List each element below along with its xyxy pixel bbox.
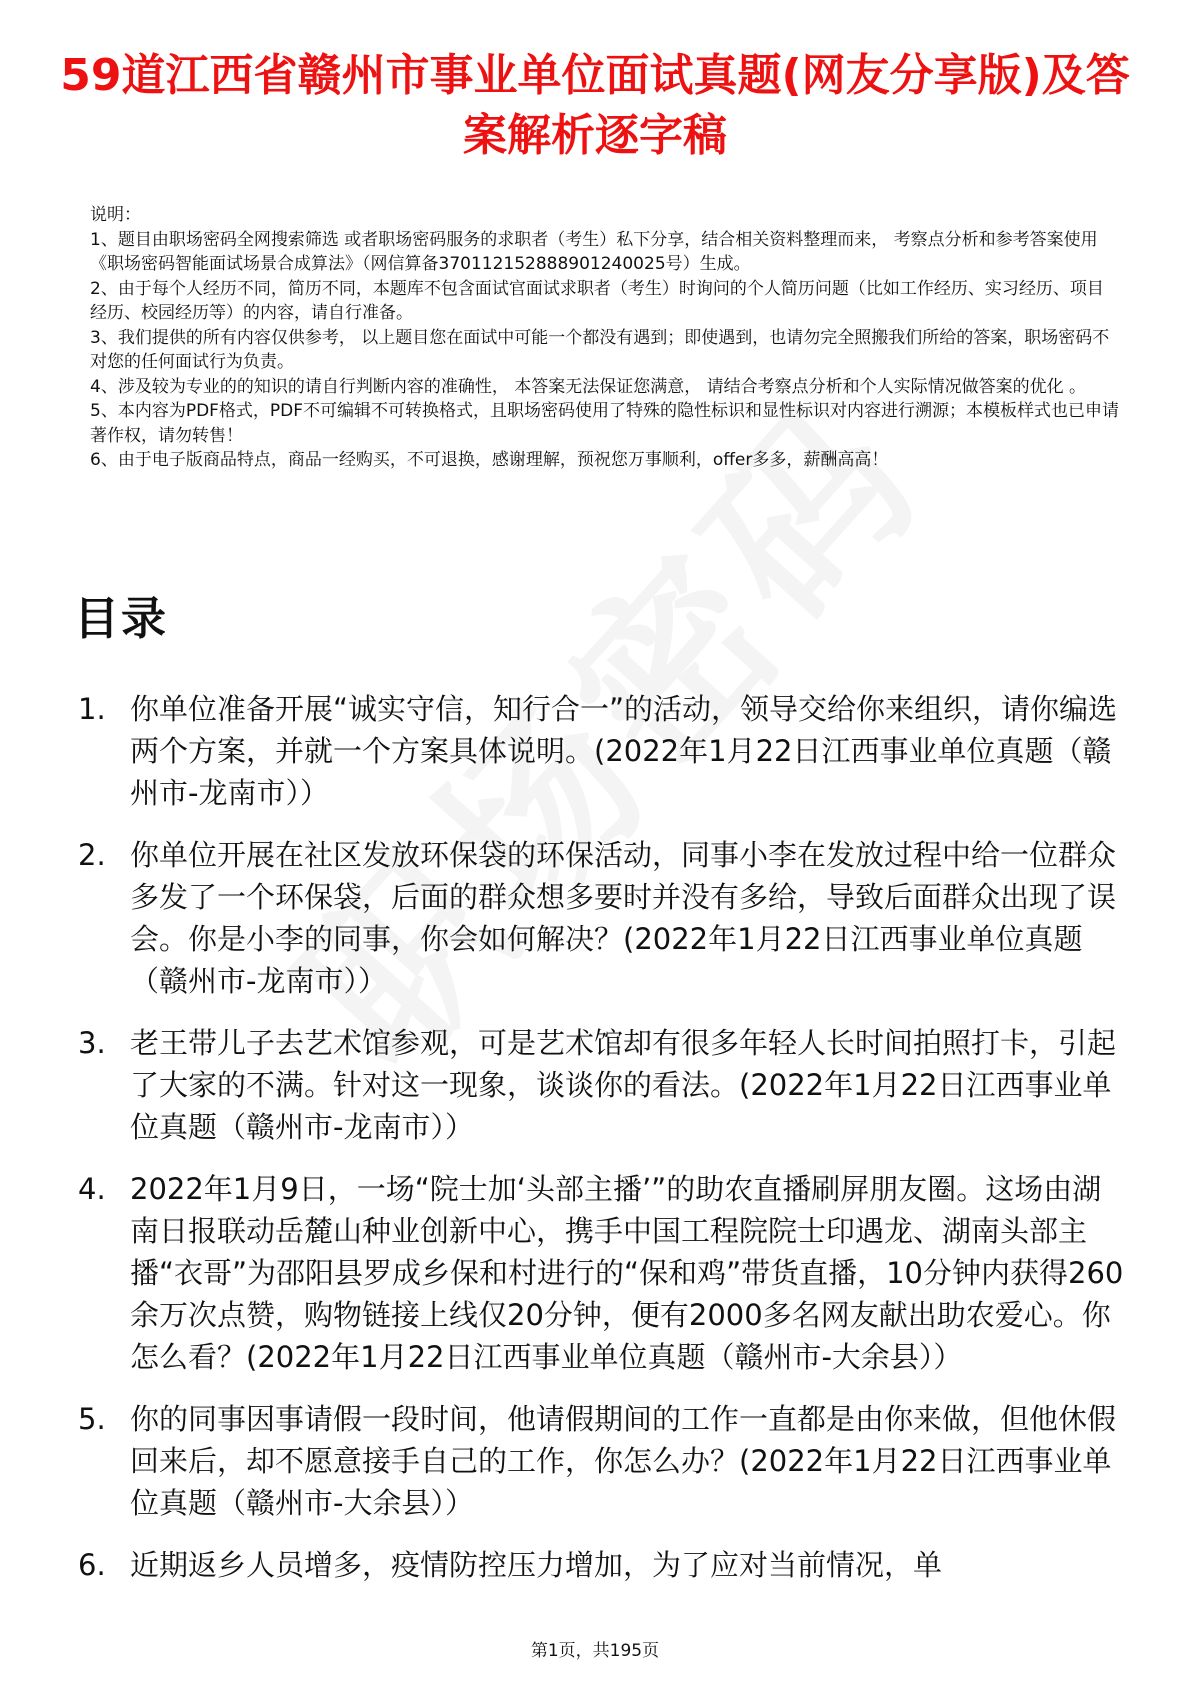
toc-item-number: 3. [78, 1026, 106, 1060]
note-item: 3、我们提供的所有内容仅供参考， 以上题目您在面试中可能一个都没有遇到；即使遇到，也请勿完全照搬我们所给的答案，职场密码不对您的任何面试行为负责。 [90, 327, 1110, 372]
toc-item-text[interactable]: 2022年1月9日，一场“院士加‘头部主播’”的助农直播刷屏朋友圈。这场由湖南日报联动岳麓山种业创新中心，携手中国工程院院士印遇龙、湖南头部主播“衣哥”为邵阳县罗成乡保和村进行的“保和鸡”带货直播，10分钟内获得260余万次点赞，购物链接上线仅20分钟，便有2000多名网友献出助农爱心。你怎么看？(2022年1月22日江西事业单位真题（赣州市-大余县）） [130, 1172, 1124, 1374]
toc-item[interactable] [78, 1544, 1128, 1586]
toc-item[interactable] [78, 1168, 1128, 1378]
toc-heading: 目录 [74, 592, 169, 645]
page-footer: 第1页，共195页 [530, 1641, 660, 1661]
toc-item-text[interactable]: 近期返乡人员增多，疫情防控压力增加，为了应对当前情况，单 [130, 1548, 943, 1582]
note-item: 6、由于电子版商品特点，商品一经购买，不可退换，感谢理解，预祝您万事顺利，offer多多，薪酬高高！ [90, 450, 889, 470]
toc-item-text[interactable]: 你单位开展在社区发放环保袋的环保活动，同事小李在发放过程中给一位群众多发了一个环保袋，后面的群众想多要时并没有多给，导致后面群众出现了误会。你是小李的同事，你会如何解决？(2022年1月22日江西事业单位真题（赣州市-龙南市）） [130, 838, 1117, 998]
document-title: 59道江西省赣州市事业单位面试真题(网友分享版)及答案解析逐字稿 [60, 50, 1130, 161]
note-item: 4、涉及较为专业的的知识的请自行判断内容的准确性， 本答案无法保证您满意， 请结合考察点分析和个人实际情况做答案的优化 。 [90, 376, 1087, 397]
toc-item-number: 4. [78, 1172, 106, 1206]
toc-item-text[interactable]: 老王带儿子去艺术馆参观，可是艺术馆却有很多年轻人长时间拍照打卡，引起了大家的不满。针对这一现象，谈谈你的看法。(2022年1月22日江西事业单位真题（赣州市-龙南市）） [130, 1026, 1117, 1144]
toc-item-text[interactable]: 你的同事因事请假一段时间，他请假期间的工作一直都是由你来做，但他休假回来后，却不愿意接手自己的工作，你怎么办？(2022年1月22日江西事业单位真题（赣州市-大余县）） [130, 1402, 1117, 1520]
toc-item[interactable] [78, 1022, 1128, 1148]
toc-item-text[interactable]: 你单位准备开展“诚实守信，知行合一”的活动，领导交给你来组织，请你编选两个方案，并就一个方案具体说明。(2022年1月22日江西事业单位真题（赣州市-龙南市）） [130, 692, 1118, 810]
notes-heading: 说明： [90, 205, 141, 225]
note-item: 1、题目由职场密码全网搜索筛选 或者职场密码服务的求职者（考生）私下分享，结合相关资料整理而来， 考察点分析和参考答案使用《职场密码智能面试场景合成算法》（网信算备370112152888901240025号）生成。 [90, 229, 1098, 274]
toc-item-number: 6. [78, 1548, 106, 1582]
note-item: 2、由于每个人经历不同，简历不同，本题库不包含面试官面试求职者（考生）时询问的个人简历问题（比如工作经历、实习经历、项目经历、校园经历等）的内容，请自行准备。 [90, 278, 1104, 323]
toc-item-number: 1. [78, 692, 106, 726]
toc-item-number: 2. [78, 838, 106, 872]
note-item: 5、本内容为PDF格式，PDF不可编辑不可转换格式，且职场密码使用了特殊的隐性标识和显性标识对内容进行溯源；本模板样式也已申请著作权，请勿转售！ [90, 401, 1120, 446]
toc-item-number: 5. [78, 1402, 106, 1436]
notes-section [90, 203, 1120, 473]
toc-item[interactable] [78, 834, 1128, 1002]
toc-item[interactable] [78, 688, 1128, 814]
toc-list [78, 688, 1128, 1606]
toc-item[interactable] [78, 1398, 1128, 1524]
